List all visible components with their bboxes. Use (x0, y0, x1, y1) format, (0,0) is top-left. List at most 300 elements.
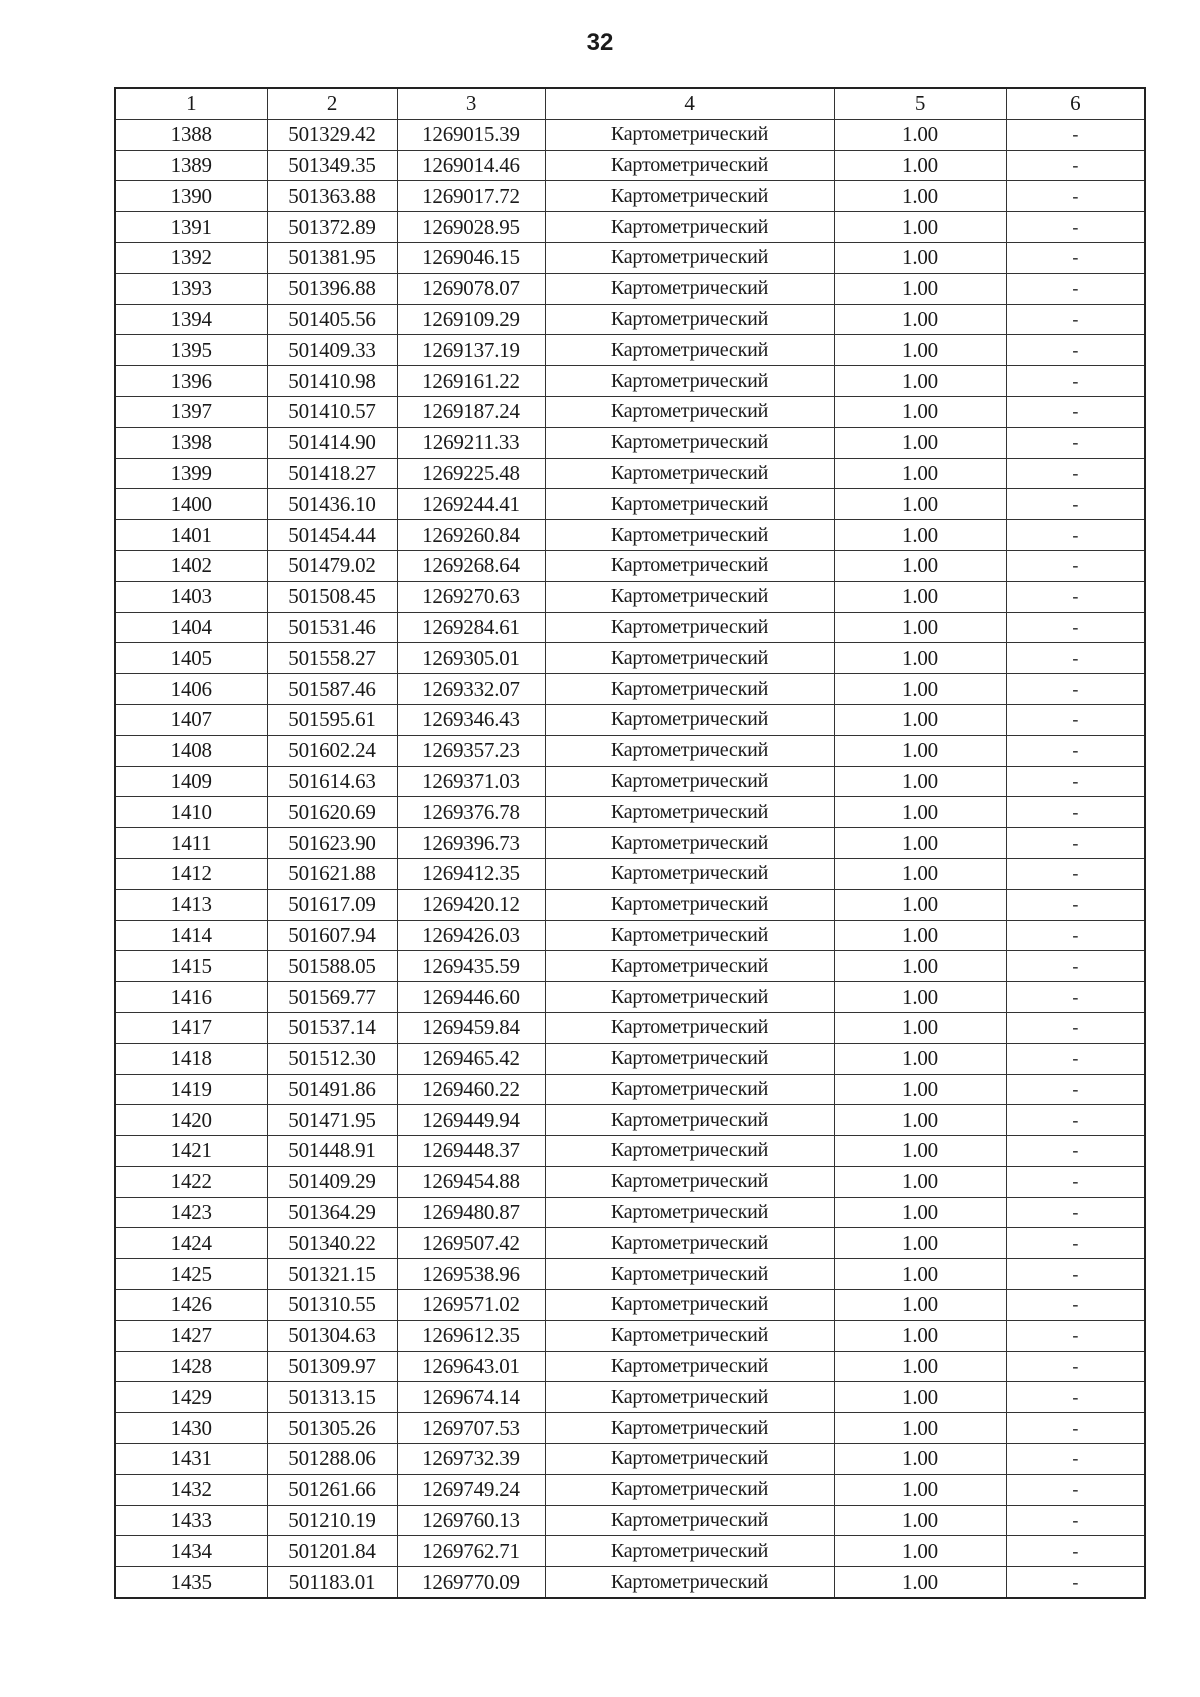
x-coordinate-cell: 501396.88 (267, 273, 397, 304)
table-row (115, 1105, 1145, 1136)
description-cell: - (1006, 1567, 1145, 1598)
description-cell: - (1006, 489, 1145, 520)
y-coordinate-cell: 1269762.71 (397, 1536, 545, 1567)
y-coordinate-cell: 1269449.94 (397, 1105, 545, 1136)
y-coordinate-cell: 1269270.63 (397, 581, 545, 612)
point-number-cell: 1396 (115, 366, 267, 397)
method-cell: Картометрический (545, 581, 834, 612)
x-coordinate-cell: 501364.29 (267, 1197, 397, 1228)
method-cell: Картометрический (545, 242, 834, 273)
column-header-description: 6 (1006, 88, 1145, 119)
table-row (115, 1136, 1145, 1167)
point-number-cell: 1431 (115, 1444, 267, 1475)
table-row (115, 735, 1145, 766)
description-cell: - (1006, 674, 1145, 705)
description-cell: - (1006, 1382, 1145, 1413)
x-coordinate-cell: 501349.35 (267, 150, 397, 181)
point-number-cell: 1428 (115, 1351, 267, 1382)
method-cell: Картометрический (545, 920, 834, 951)
method-cell: Картометрический (545, 1228, 834, 1259)
y-coordinate-cell: 1269187.24 (397, 396, 545, 427)
method-cell: Картометрический (545, 520, 834, 551)
method-cell: Картометрический (545, 1474, 834, 1505)
point-number-cell: 1427 (115, 1320, 267, 1351)
accuracy-cell: 1.00 (834, 489, 1006, 520)
y-coordinate-cell: 1269046.15 (397, 242, 545, 273)
table-row (115, 489, 1145, 520)
point-number-cell: 1418 (115, 1043, 267, 1074)
point-number-cell: 1397 (115, 396, 267, 427)
x-coordinate-cell: 501436.10 (267, 489, 397, 520)
description-cell: - (1006, 1074, 1145, 1105)
method-cell: Картометрический (545, 212, 834, 243)
description-cell: - (1006, 1197, 1145, 1228)
y-coordinate-cell: 1269674.14 (397, 1382, 545, 1413)
point-number-cell: 1388 (115, 119, 267, 150)
description-cell: - (1006, 889, 1145, 920)
accuracy-cell: 1.00 (834, 1166, 1006, 1197)
x-coordinate-cell: 501340.22 (267, 1228, 397, 1259)
table-row (115, 1166, 1145, 1197)
method-cell: Картометрический (545, 704, 834, 735)
accuracy-cell: 1.00 (834, 612, 1006, 643)
table-row (115, 1536, 1145, 1567)
point-number-cell: 1400 (115, 489, 267, 520)
method-cell: Картометрический (545, 1074, 834, 1105)
y-coordinate-cell: 1269078.07 (397, 273, 545, 304)
description-cell: - (1006, 581, 1145, 612)
y-coordinate-cell: 1269426.03 (397, 920, 545, 951)
point-number-cell: 1389 (115, 150, 267, 181)
x-coordinate-cell: 501183.01 (267, 1567, 397, 1598)
accuracy-cell: 1.00 (834, 982, 1006, 1013)
description-cell: - (1006, 520, 1145, 551)
method-cell: Картометрический (545, 489, 834, 520)
accuracy-cell: 1.00 (834, 1105, 1006, 1136)
table-row (115, 335, 1145, 366)
column-header-x: 2 (267, 88, 397, 119)
description-cell: - (1006, 1043, 1145, 1074)
table-row (115, 1444, 1145, 1475)
method-cell: Картометрический (545, 1012, 834, 1043)
table-row (115, 920, 1145, 951)
point-number-cell: 1434 (115, 1536, 267, 1567)
method-cell: Картометрический (545, 674, 834, 705)
method-cell: Картометрический (545, 366, 834, 397)
method-cell: Картометрический (545, 1166, 834, 1197)
accuracy-cell: 1.00 (834, 1536, 1006, 1567)
method-cell: Картометрический (545, 766, 834, 797)
description-cell: - (1006, 304, 1145, 335)
x-coordinate-cell: 501587.46 (267, 674, 397, 705)
point-number-cell: 1390 (115, 181, 267, 212)
y-coordinate-cell: 1269346.43 (397, 704, 545, 735)
accuracy-cell: 1.00 (834, 1567, 1006, 1598)
description-cell: - (1006, 612, 1145, 643)
y-coordinate-cell: 1269612.35 (397, 1320, 545, 1351)
description-cell: - (1006, 1474, 1145, 1505)
method-cell: Картометрический (545, 797, 834, 828)
y-coordinate-cell: 1269161.22 (397, 366, 545, 397)
y-coordinate-cell: 1269284.61 (397, 612, 545, 643)
method-cell: Картометрический (545, 335, 834, 366)
description-cell: - (1006, 1136, 1145, 1167)
description-cell: - (1006, 1012, 1145, 1043)
y-coordinate-cell: 1269760.13 (397, 1505, 545, 1536)
table-row (115, 119, 1145, 150)
y-coordinate-cell: 1269225.48 (397, 458, 545, 489)
accuracy-cell: 1.00 (834, 1074, 1006, 1105)
y-coordinate-cell: 1269137.19 (397, 335, 545, 366)
accuracy-cell: 1.00 (834, 674, 1006, 705)
table-row (115, 427, 1145, 458)
method-cell: Картометрический (545, 828, 834, 859)
x-coordinate-cell: 501418.27 (267, 458, 397, 489)
accuracy-cell: 1.00 (834, 396, 1006, 427)
accuracy-cell: 1.00 (834, 1197, 1006, 1228)
description-cell: - (1006, 1536, 1145, 1567)
method-cell: Картометрический (545, 150, 834, 181)
point-number-cell: 1391 (115, 212, 267, 243)
table-row (115, 1043, 1145, 1074)
x-coordinate-cell: 501409.33 (267, 335, 397, 366)
table-row (115, 704, 1145, 735)
accuracy-cell: 1.00 (834, 1505, 1006, 1536)
description-cell: - (1006, 920, 1145, 951)
accuracy-cell: 1.00 (834, 1012, 1006, 1043)
table-row (115, 828, 1145, 859)
y-coordinate-cell: 1269015.39 (397, 119, 545, 150)
point-number-cell: 1394 (115, 304, 267, 335)
table-row (115, 273, 1145, 304)
method-cell: Картометрический (545, 1136, 834, 1167)
table-row (115, 797, 1145, 828)
accuracy-cell: 1.00 (834, 1351, 1006, 1382)
accuracy-cell: 1.00 (834, 735, 1006, 766)
accuracy-cell: 1.00 (834, 550, 1006, 581)
description-cell: - (1006, 550, 1145, 581)
method-cell: Картометрический (545, 1290, 834, 1321)
point-number-cell: 1412 (115, 858, 267, 889)
method-cell: Картометрический (545, 1567, 834, 1598)
accuracy-cell: 1.00 (834, 828, 1006, 859)
column-header-method: 4 (545, 88, 834, 119)
accuracy-cell: 1.00 (834, 458, 1006, 489)
y-coordinate-cell: 1269459.84 (397, 1012, 545, 1043)
point-number-cell: 1420 (115, 1105, 267, 1136)
accuracy-cell: 1.00 (834, 1043, 1006, 1074)
y-coordinate-cell: 1269707.53 (397, 1413, 545, 1444)
y-coordinate-cell: 1269732.39 (397, 1444, 545, 1475)
table-body (115, 119, 1145, 1598)
y-coordinate-cell: 1269376.78 (397, 797, 545, 828)
accuracy-cell: 1.00 (834, 520, 1006, 551)
y-coordinate-cell: 1269435.59 (397, 951, 545, 982)
x-coordinate-cell: 501479.02 (267, 550, 397, 581)
description-cell: - (1006, 212, 1145, 243)
accuracy-cell: 1.00 (834, 1444, 1006, 1475)
x-coordinate-cell: 501261.66 (267, 1474, 397, 1505)
table-row (115, 1228, 1145, 1259)
y-coordinate-cell: 1269357.23 (397, 735, 545, 766)
point-number-cell: 1403 (115, 581, 267, 612)
table-row (115, 766, 1145, 797)
accuracy-cell: 1.00 (834, 335, 1006, 366)
x-coordinate-cell: 501623.90 (267, 828, 397, 859)
y-coordinate-cell: 1269454.88 (397, 1166, 545, 1197)
y-coordinate-cell: 1269571.02 (397, 1290, 545, 1321)
accuracy-cell: 1.00 (834, 858, 1006, 889)
y-coordinate-cell: 1269260.84 (397, 520, 545, 551)
y-coordinate-cell: 1269028.95 (397, 212, 545, 243)
point-number-cell: 1413 (115, 889, 267, 920)
accuracy-cell: 1.00 (834, 1474, 1006, 1505)
x-coordinate-cell: 501414.90 (267, 427, 397, 458)
table-row (115, 858, 1145, 889)
point-number-cell: 1417 (115, 1012, 267, 1043)
table-row (115, 951, 1145, 982)
table-row (115, 1567, 1145, 1598)
method-cell: Картометрический (545, 1043, 834, 1074)
accuracy-cell: 1.00 (834, 1228, 1006, 1259)
method-cell: Картометрический (545, 951, 834, 982)
table-row (115, 520, 1145, 551)
accuracy-cell: 1.00 (834, 273, 1006, 304)
point-number-cell: 1402 (115, 550, 267, 581)
table-row (115, 242, 1145, 273)
y-coordinate-cell: 1269446.60 (397, 982, 545, 1013)
x-coordinate-cell: 501310.55 (267, 1290, 397, 1321)
description-cell: - (1006, 335, 1145, 366)
y-coordinate-cell: 1269211.33 (397, 427, 545, 458)
description-cell: - (1006, 1290, 1145, 1321)
point-number-cell: 1406 (115, 674, 267, 705)
method-cell: Картометрический (545, 1351, 834, 1382)
x-coordinate-cell: 501210.19 (267, 1505, 397, 1536)
description-cell: - (1006, 458, 1145, 489)
column-header-y: 3 (397, 88, 545, 119)
accuracy-cell: 1.00 (834, 704, 1006, 735)
description-cell: - (1006, 982, 1145, 1013)
point-number-cell: 1392 (115, 242, 267, 273)
x-coordinate-cell: 501410.57 (267, 396, 397, 427)
table-row (115, 1505, 1145, 1536)
description-cell: - (1006, 1105, 1145, 1136)
point-number-cell: 1426 (115, 1290, 267, 1321)
table-row (115, 1259, 1145, 1290)
description-cell: - (1006, 119, 1145, 150)
description-cell: - (1006, 427, 1145, 458)
accuracy-cell: 1.00 (834, 1413, 1006, 1444)
table-row (115, 1320, 1145, 1351)
x-coordinate-cell: 501329.42 (267, 119, 397, 150)
accuracy-cell: 1.00 (834, 1136, 1006, 1167)
point-number-cell: 1421 (115, 1136, 267, 1167)
x-coordinate-cell: 501405.56 (267, 304, 397, 335)
description-cell: - (1006, 951, 1145, 982)
description-cell: - (1006, 797, 1145, 828)
description-cell: - (1006, 150, 1145, 181)
table-row (115, 396, 1145, 427)
y-coordinate-cell: 1269412.35 (397, 858, 545, 889)
table-row (115, 889, 1145, 920)
accuracy-cell: 1.00 (834, 1290, 1006, 1321)
x-coordinate-cell: 501471.95 (267, 1105, 397, 1136)
method-cell: Картометрический (545, 735, 834, 766)
x-coordinate-cell: 501363.88 (267, 181, 397, 212)
table-row (115, 550, 1145, 581)
method-cell: Картометрический (545, 1382, 834, 1413)
table-row (115, 982, 1145, 1013)
point-number-cell: 1422 (115, 1166, 267, 1197)
method-cell: Картометрический (545, 396, 834, 427)
x-coordinate-cell: 501621.88 (267, 858, 397, 889)
y-coordinate-cell: 1269465.42 (397, 1043, 545, 1074)
table-row (115, 366, 1145, 397)
description-cell: - (1006, 181, 1145, 212)
method-cell: Картометрический (545, 273, 834, 304)
x-coordinate-cell: 501491.86 (267, 1074, 397, 1105)
method-cell: Картометрический (545, 1105, 834, 1136)
point-number-cell: 1424 (115, 1228, 267, 1259)
table-row (115, 1012, 1145, 1043)
x-coordinate-cell: 501558.27 (267, 643, 397, 674)
method-cell: Картометрический (545, 1505, 834, 1536)
method-cell: Картометрический (545, 458, 834, 489)
accuracy-cell: 1.00 (834, 643, 1006, 674)
y-coordinate-cell: 1269538.96 (397, 1259, 545, 1290)
y-coordinate-cell: 1269507.42 (397, 1228, 545, 1259)
table-row (115, 581, 1145, 612)
point-number-cell: 1407 (115, 704, 267, 735)
y-coordinate-cell: 1269448.37 (397, 1136, 545, 1167)
table-row (115, 1290, 1145, 1321)
method-cell: Картометрический (545, 889, 834, 920)
method-cell: Картометрический (545, 550, 834, 581)
x-coordinate-cell: 501305.26 (267, 1413, 397, 1444)
description-cell: - (1006, 735, 1145, 766)
x-coordinate-cell: 501381.95 (267, 242, 397, 273)
y-coordinate-cell: 1269332.07 (397, 674, 545, 705)
y-coordinate-cell: 1269480.87 (397, 1197, 545, 1228)
y-coordinate-cell: 1269396.73 (397, 828, 545, 859)
point-number-cell: 1409 (115, 766, 267, 797)
y-coordinate-cell: 1269244.41 (397, 489, 545, 520)
method-cell: Картометрический (545, 1536, 834, 1567)
point-number-cell: 1423 (115, 1197, 267, 1228)
x-coordinate-cell: 501508.45 (267, 581, 397, 612)
description-cell: - (1006, 366, 1145, 397)
x-coordinate-cell: 501620.69 (267, 797, 397, 828)
accuracy-cell: 1.00 (834, 1259, 1006, 1290)
x-coordinate-cell: 501595.61 (267, 704, 397, 735)
description-cell: - (1006, 242, 1145, 273)
description-cell: - (1006, 1320, 1145, 1351)
accuracy-cell: 1.00 (834, 951, 1006, 982)
accuracy-cell: 1.00 (834, 242, 1006, 273)
point-number-cell: 1398 (115, 427, 267, 458)
method-cell: Картометрический (545, 181, 834, 212)
y-coordinate-cell: 1269749.24 (397, 1474, 545, 1505)
point-number-cell: 1429 (115, 1382, 267, 1413)
description-cell: - (1006, 1228, 1145, 1259)
accuracy-cell: 1.00 (834, 766, 1006, 797)
description-cell: - (1006, 828, 1145, 859)
x-coordinate-cell: 501372.89 (267, 212, 397, 243)
y-coordinate-cell: 1269460.22 (397, 1074, 545, 1105)
method-cell: Картометрический (545, 1259, 834, 1290)
table-row (115, 150, 1145, 181)
y-coordinate-cell: 1269268.64 (397, 550, 545, 581)
point-number-cell: 1435 (115, 1567, 267, 1598)
point-number-cell: 1393 (115, 273, 267, 304)
x-coordinate-cell: 501309.97 (267, 1351, 397, 1382)
method-cell: Картометрический (545, 304, 834, 335)
table-row (115, 1351, 1145, 1382)
table-row (115, 458, 1145, 489)
point-number-cell: 1414 (115, 920, 267, 951)
description-cell: - (1006, 858, 1145, 889)
accuracy-cell: 1.00 (834, 581, 1006, 612)
x-coordinate-cell: 501614.63 (267, 766, 397, 797)
x-coordinate-cell: 501512.30 (267, 1043, 397, 1074)
table-row (115, 1413, 1145, 1444)
point-number-cell: 1411 (115, 828, 267, 859)
method-cell: Картометрический (545, 1320, 834, 1351)
table-row (115, 212, 1145, 243)
y-coordinate-cell: 1269770.09 (397, 1567, 545, 1598)
x-coordinate-cell: 501537.14 (267, 1012, 397, 1043)
point-number-cell: 1415 (115, 951, 267, 982)
x-coordinate-cell: 501569.77 (267, 982, 397, 1013)
table-row (115, 181, 1145, 212)
table-row (115, 304, 1145, 335)
x-coordinate-cell: 501409.29 (267, 1166, 397, 1197)
point-number-cell: 1416 (115, 982, 267, 1013)
point-number-cell: 1419 (115, 1074, 267, 1105)
accuracy-cell: 1.00 (834, 1320, 1006, 1351)
header-row (115, 88, 1145, 119)
accuracy-cell: 1.00 (834, 797, 1006, 828)
method-cell: Картометрический (545, 1197, 834, 1228)
x-coordinate-cell: 501602.24 (267, 735, 397, 766)
x-coordinate-cell: 501454.44 (267, 520, 397, 551)
y-coordinate-cell: 1269420.12 (397, 889, 545, 920)
accuracy-cell: 1.00 (834, 427, 1006, 458)
point-number-cell: 1401 (115, 520, 267, 551)
x-coordinate-cell: 501288.06 (267, 1444, 397, 1475)
description-cell: - (1006, 1259, 1145, 1290)
x-coordinate-cell: 501410.98 (267, 366, 397, 397)
y-coordinate-cell: 1269371.03 (397, 766, 545, 797)
y-coordinate-cell: 1269017.72 (397, 181, 545, 212)
point-number-cell: 1433 (115, 1505, 267, 1536)
y-coordinate-cell: 1269014.46 (397, 150, 545, 181)
description-cell: - (1006, 1444, 1145, 1475)
description-cell: - (1006, 643, 1145, 674)
accuracy-cell: 1.00 (834, 150, 1006, 181)
point-number-cell: 1408 (115, 735, 267, 766)
point-number-cell: 1404 (115, 612, 267, 643)
x-coordinate-cell: 501313.15 (267, 1382, 397, 1413)
point-number-cell: 1410 (115, 797, 267, 828)
method-cell: Картометрический (545, 612, 834, 643)
description-cell: - (1006, 1351, 1145, 1382)
point-number-cell: 1425 (115, 1259, 267, 1290)
point-number-cell: 1432 (115, 1474, 267, 1505)
y-coordinate-cell: 1269305.01 (397, 643, 545, 674)
description-cell: - (1006, 1166, 1145, 1197)
